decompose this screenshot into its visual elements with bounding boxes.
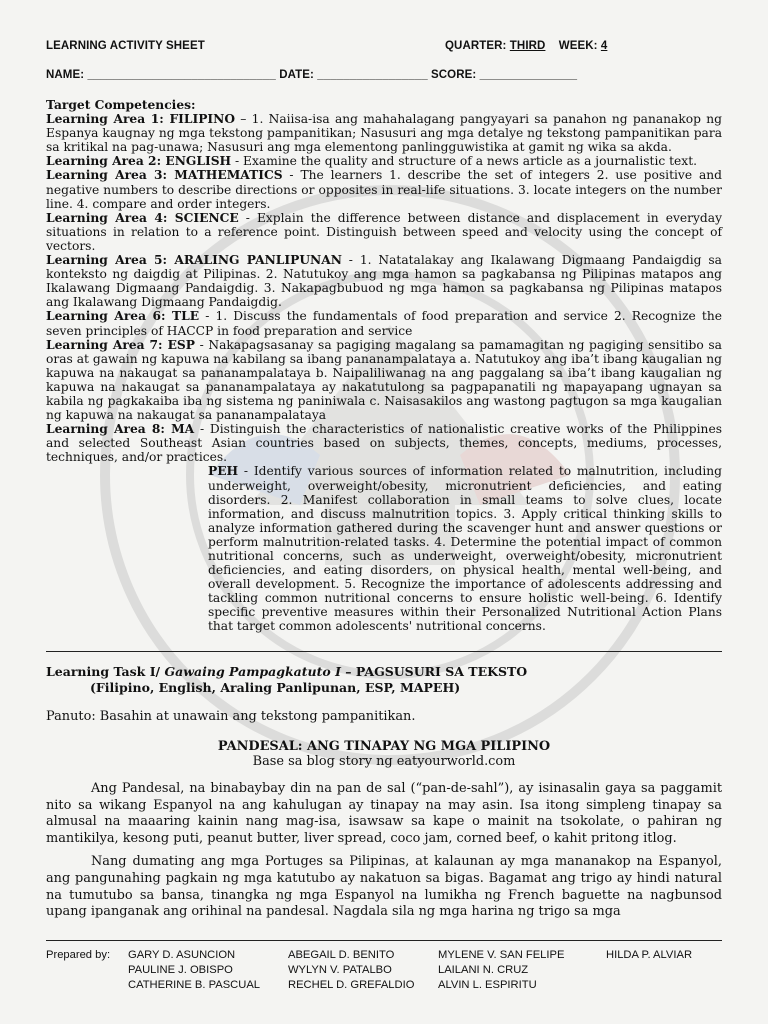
preparers-column-3: MYLENE V. SAN FELIPE LAILANI N. CRUZ ALVIN L. ESPIRITU — [438, 949, 565, 991]
learning-area-6: Learning Area 6: TLE - 1. Discuss the fundamentals of food preparation and service 2. Recognize the seven principles of HACCP in food preparation and service — [46, 308, 722, 338]
date-label: DATE: — [279, 69, 314, 81]
date-field[interactable]: _________________ — [317, 69, 428, 81]
week-value: 4 — [600, 40, 608, 52]
story-source: Base sa blog story ng eatyourworld.com — [252, 754, 516, 769]
task-title-italic: Gawaing Pampagkatuto I — [164, 664, 341, 679]
learning-area-4: Learning Area 4: SCIENCE - Explain the difference between distance and displacement in everyday situations in relation to a reference point. Distinguish between speed and velocity using the concept of vectors. — [46, 209, 722, 253]
learning-area-1: Learning Area 1: FILIPINO – 1. Naiisa-isa ang mahahalagang pangyayari sa panahon ng pananakop ng Espanya kaugnay ng mga tekstong pampanitikan; Nasusuri ang mga detalye ng tekstong pampanitikan para sa kritikal na pag-unawa; Nasusuri ang mga elementong panlingguwistika at gamit ng wika sa akda. — [46, 111, 722, 155]
target-competencies — [46, 98, 722, 634]
quarter-label: QUARTER: — [445, 40, 507, 52]
week-label: WEEK: — [558, 40, 598, 52]
score-label: SCORE: — [431, 69, 477, 81]
footer-divider — [46, 940, 722, 941]
learning-area-8: Learning Area 8: MA - Distinguish the characteristics of nationalistic creative works of the Philippines and selected Southeast Asian countries based on subjects, themes, concepts, mediums, processes, techniques, and/or practices. — [46, 421, 722, 465]
learning-area-2: Learning Area 2: ENGLISH - Examine the quality and structure of a news article as a journalistic text. — [46, 153, 698, 169]
task-subjects: (Filipino, English, Araling Panlipunan, ESP, MAPEH) — [90, 680, 461, 695]
name-field[interactable]: _____________________________ — [87, 69, 276, 81]
preparers-column-4: HILDA P. ALVIAR — [606, 949, 693, 961]
student-info-row — [46, 69, 577, 81]
task-instruction: Panuto: Basahin at unawain ang tekstong pampanitikan. — [46, 709, 416, 724]
sheet-title: LEARNING ACTIVITY SHEET — [46, 40, 205, 52]
section-divider — [46, 651, 722, 652]
name-label: NAME: — [46, 69, 85, 81]
competencies-heading: Target Competencies: — [46, 97, 196, 112]
quarter-value: THIRD — [509, 40, 546, 52]
preparers-column-1: GARY D. ASUNCION PAULINE J. OBISPO CATHERINE B. PASCUAL — [128, 949, 260, 991]
story-paragraph: Ang Pandesal, na binabaybay din na pan de sal (“pan-de-sahl”), ay isinasalin gaya sa paggamit nito sa wikang Espanyol na ang kahulugan ay tinapay na may asin. Isa itong simpleng tinapay sa almusal na maaaring kainin nang mag-isa, isawsaw sa kape o mainit na tsokolate, o pahiran ng mantikilya, kesong puti, peanut butter, liver spread, coco jam, corned beef, o kahit pritong itlog. — [46, 781, 722, 846]
score-field[interactable]: _______________ — [479, 69, 578, 81]
learning-area-7: Learning Area 7: ESP - Nakapagsasanay sa pagiging magalang sa pamamagitan ng pagiging sensitibo sa oras at gawain ng kapuwa na kabilang sa ibang pananampalataya a. Natutukoy ang iba’t ibang kaugalian ng kapuwa na nakaugat sa pananampalataya b. Naipaliliwanag na ang paggalang sa iba’t ibang kaugalian ng kapuwa na nakaugat sa pananampalataya ay nakatutulong sa pagpapanatili ng mapayapang ugnayan sa kabila ng pagkakaiba iba ng sistema ng paniniwala c. Naisasakilos ang wastong pagtugon sa mga kaugalian ng kapuwa na nakaugat sa pananampalataya — [46, 336, 722, 423]
story-body — [46, 781, 722, 928]
learning-area-3: Learning Area 3: MATHEMATICS - The learners 1. describe the set of integers 2. use positive and negative numbers to describe directions or opposites in real-life situations. 3. locate integers on the number line. 4. compare and order integers. — [46, 167, 722, 211]
task-title: Learning Task I/ Gawaing Pampagkatuto I – PAGSUSURI SA TEKSTO — [46, 664, 528, 679]
story-title: PANDESAL: ANG TINAPAY NG MGA PILIPINO — [217, 739, 551, 754]
learning-area-peh: PEH - Identify various sources of information related to malnutrition, including underweight, overweight/obesity, micronutrient deficiencies, and eating disorders. 2. Manifest collaboration in small teams to solve clues, locate information, and discuss malnutrition topics. 3. Apply critical thinking skills to analyze information gathered during the scavenger hunt and answer questions or perform malnutrition-related tasks. 4. Determine the potential impact of common nutritional concerns, such as underweight, overweight/obesity, micronutrient deficiencies, and eating disorders, on physical health, mental well-being, and overall development. 5. Recognize the importance of adolescents addressing and tackling common nutritional concerns to ensure holistic well-being. 6. Identify specific preventive measures within their Personalized Nutritional Action Plans that target common adolescents' nutritional concerns. — [208, 463, 722, 634]
preparers-column-2: ABEGAIL D. BENITO WYLYN V. PATALBO RECHEL D. GREFALDIO — [288, 949, 415, 991]
quarter-week — [445, 40, 607, 52]
learning-area-5: Learning Area 5: ARALING PANLIPUNAN - 1. Natatalakay ang Ikalawang Digmaang Pandaigdig sa konteksto ng daigdig at Pilipinas. 2. Natutukoy ang mga hamon sa pagkabansa ng Pilipinas matapos ang Ikalawang Digmaang Pandaigdig. 3. Nakapagbubuod ng mga hamon sa pagkabansa ng Pilipinas matapos ang Ikalawang Digmaang Pandaigdig. — [46, 252, 722, 310]
prepared-by-label: Prepared by: — [46, 949, 111, 961]
story-paragraph: Nang dumating ang mga Portuges sa Pilipinas, at kalaunan ay mga mananakop na Espanyol, ang pangunahing pagkain ng mga katutubo ay nakatuon sa bigas. Bagamat ang trigo ay hindi natural na tumutubo sa bansa, tinangka ng mga Espanyol na lumikha ng French baguette na nagbunsod upang ipanganak ang orihinal na pandesal. Nagdala sila ng mga harina ng trigo sa mga — [46, 854, 722, 920]
